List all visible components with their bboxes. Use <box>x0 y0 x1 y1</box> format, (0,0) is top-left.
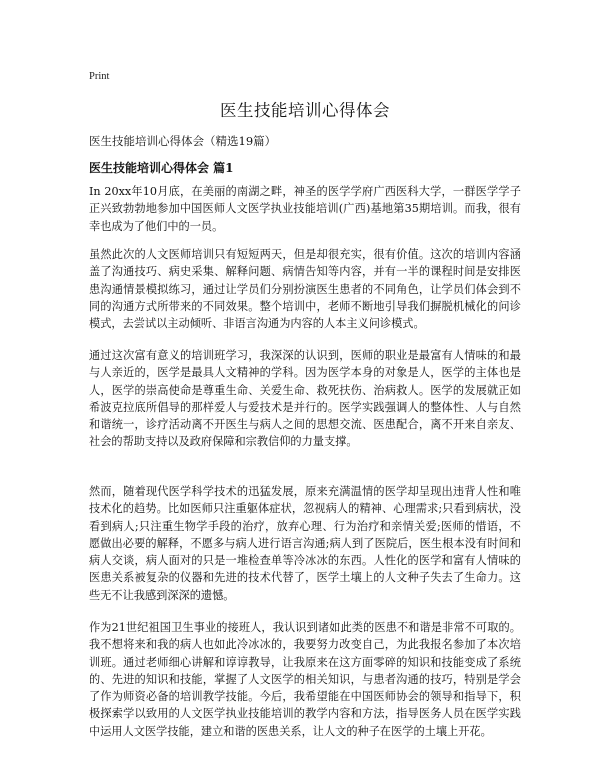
page-title: 医生技能培训心得体会 <box>220 101 390 120</box>
paragraph: 通过这次富有意义的培训班学习，我深深的认识到，医师的职业是最富有人情味的和最与人亲近的，医学是最具人文精神的学科。因为医学本身的对象是人，医学的主体也是人，医学的崇高使命是尊重生命、关爱生命、救死扶伤、治病救人。医学的发展就正如希波克拉底所倡导的那样爱人与爱技术是并行的。医学实践强调人的整体性、人与自然和谐统一，诊疗活动离不开医生与病人之间的思想交流、医患配合，离不开来自亲友、社会的帮助支持以及政府保障和宗教信仰的力量支撑。 <box>89 349 521 449</box>
document-subtitle: 医生技能培训心得体会（精选19篇） <box>89 134 277 148</box>
section-heading: 医生技能培训心得体会 篇1 <box>89 161 234 175</box>
paragraph: In 20xx年10月底，在美丽的南湖之畔，神圣的医学学府广西医科大学，一群医学学子正兴致勃勃地参加中国医师人文医学执业技能培训(广西)基地第35期培训。而我，很有幸也成为了他们中的一员。 <box>89 185 521 233</box>
paragraph: 然而，随着现代医学科学技术的迅猛发展，原来充满温情的医学却呈现出违背人性和唯技术化的趋势。比如医师只注重躯体症状，忽视病人的精神、心理需求;只看到病状，没看到病人;只注重生物学手段的治疗，放弃心理、行为治疗和亲情关爱;医师的惜语，不愿做出必要的解释，不愿多与病人进行语言沟通;病人到了医院后，医生根本没有时间和病人交谈，病人面对的只是一堆检查单等冷冰冰的东西。人性化的医学和富有人情味的医患关系被复杂的仪器和先进的技术代替了，医学土壤上的人文种子失去了生命力。这些无不让我感到深深的遗憾。 <box>89 485 521 602</box>
paragraph: 虽然此次的人文医师培训只有短短两天，但是却很充实，很有价值。这次的培训内容涵盖了沟通技巧、病史采集、解释问题、病情告知等内容，并有一半的课程时间是安排医患沟通情景模拟练习，通过让学员们分别扮演医生患者的不同角色，让学员们体会到不同的沟通方式所带来的不同效果。整个培训中，老师不断地引导我们摒脱机械化的问诊模式，去尝试以主动倾听、非语言沟通为内容的人本主义问诊模式。 <box>89 248 521 331</box>
print-label: Print <box>89 71 110 82</box>
paragraph: 作为21世纪祖国卫生事业的接班人，我认识到诸如此类的医患不和谐是非常不可取的。我不想将来和我的病人也如此冷冰冰的，我要努力改变自己，为此我报名参加了本次培训班。通过老师细心讲解和谆谆教导，让我原来在这方面零碎的知识和技能变成了系统的、先进的知识和技能，掌握了人文医学的相关知识，与患者沟通的技巧，特别是学会了作为师资必备的培训教学技能。今后，我希望能在中国医师协会的领导和指导下，积极探索学以致用的人文医学执业技能培训的教学内容和方法，指导医务人员在医学实践中运用人文医学技能，建立和谐的医患关系，让人文的种子在医学的土壤上开花。 <box>89 621 521 738</box>
